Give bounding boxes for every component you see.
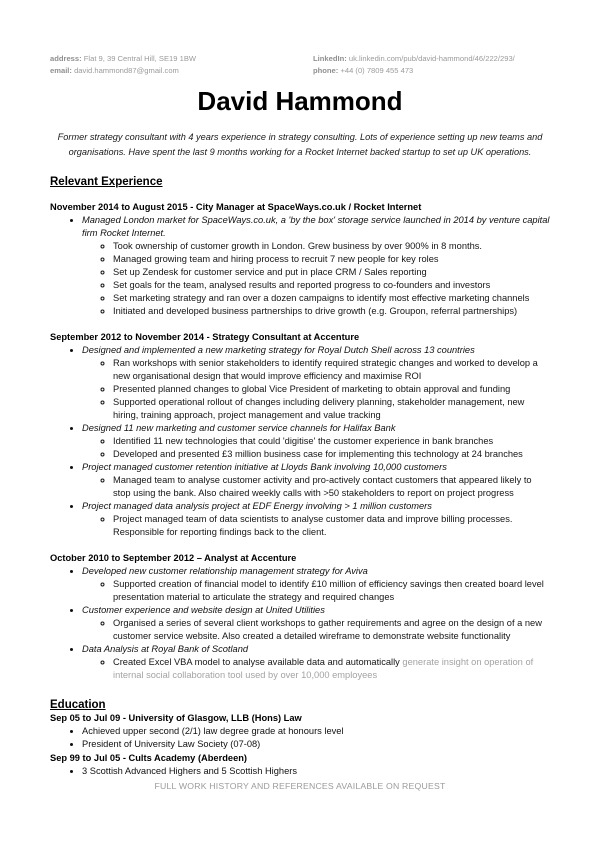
experience-item-text: Managed London market for SpaceWays.co.uk, a 'by the box' storage service launched in 2014 by venture capital firm Rocket Internet.	[82, 215, 550, 238]
education-cults-academy	[50, 752, 550, 778]
address-value: Flat 9, 39 Central Hill, SE19 1BW	[83, 54, 197, 63]
contact-email-line	[50, 65, 313, 77]
experience-subitem: ◦ Presented planned changes to global Vice President of marketing to obtain approval and funding	[113, 383, 550, 396]
contact-phone-line	[313, 65, 550, 77]
phone-value: +44 (0) 7809 455 473	[340, 65, 414, 75]
education-heading: Sep 05 to Jul 09 - University of Glasgow, LLB (Hons) Law	[50, 713, 302, 723]
experience-subitem	[113, 656, 550, 682]
experience-item	[82, 565, 550, 604]
experience-subitem: ◦ Developed and presented £3 million business case for implementing this technology at 24 branches	[113, 448, 550, 461]
footer-note: FULL WORK HISTORY AND REFERENCES AVAILABLE ON REQUEST	[154, 781, 446, 791]
experience-subitem: ◦ Project managed team of data scientists to analyse customer data and improve billing processes. Responsible for reporting findings back to the client.	[113, 513, 550, 539]
job-accenture-analyst	[50, 552, 550, 682]
contact-right-block	[313, 53, 550, 76]
experience-subitem: ◦ Took ownership of customer growth in London. Grew business by over 900% in 8 months.	[113, 240, 550, 253]
experience-subitem: ◦ Organised a series of several client workshops to gather requirements and agree on the design of a new customer service website. Also created a detailed wireframe to demonstrate website functionality	[113, 617, 550, 643]
linkedin-value: uk.linkedin.com/pub/david-hammond/46/222/293/	[348, 54, 515, 63]
phone-label: phone:	[313, 65, 339, 75]
page-title: David Hammond	[197, 86, 403, 116]
experience-item-text: Designed and implemented a new marketing strategy for Royal Dutch Shell across 13 countries	[82, 345, 475, 355]
job-sub-bullet-list	[82, 240, 550, 318]
job-heading: October 2010 to September 2012 – Analyst at Accenture	[50, 553, 297, 563]
experience-item-text: Customer experience and website design at United Utilities	[82, 605, 325, 615]
experience-subitem: ◦ Set up Zendesk for customer service and put in place CRM / Sales reporting	[113, 266, 550, 279]
section-title-education: Education	[50, 699, 106, 711]
job-sub-bullet-list	[82, 474, 550, 500]
profile-summary: Former strategy consultant with 4 years experience in strategy consulting. Lots of experience setting up new teams and organisations. Have spent the last 9 months working for a Rocket Internet backed startup to set up UK operations.	[57, 132, 543, 157]
job-bullet-list	[50, 565, 550, 682]
education-bullet-list	[50, 765, 550, 778]
job-spaceways	[50, 201, 550, 318]
job-accenture-consultant	[50, 331, 550, 539]
experience-subitem-text: Created Excel VBA model to analyse available data and automatically	[113, 657, 403, 667]
contact-linkedin-line	[313, 53, 550, 65]
experience-item	[82, 500, 550, 539]
job-sub-bullet-list	[82, 435, 550, 461]
experience-subitem-gray-text: generate insight on operation of internal social collaboration tool used by over 10,000 employees	[113, 657, 534, 680]
contact-left-block	[50, 53, 313, 76]
experience-subitem: ◦ Supported operational rollout of changes including delivery planning, stakeholder management, new hiring, training approach, project management and value tracking	[113, 396, 550, 422]
experience-item-text: Project managed customer retention initiative at Lloyds Bank involving 10,000 customers	[82, 462, 447, 472]
experience-subitem: ◦ Set goals for the team, analysed results and reported progress to co-founders and investors	[113, 279, 550, 292]
education-glasgow	[50, 712, 550, 751]
education-item: • Achieved upper second (2/1) law degree grade at honours level	[82, 725, 550, 738]
experience-subitem: ◦ Initiated and developed business partnerships to drive growth (e.g. Groupon, referral partnerships)	[113, 305, 550, 318]
education-heading: Sep 99 to Jul 05 - Cults Academy (Aberdeen)	[50, 753, 248, 763]
experience-subitem: ◦ Ran workshops with senior stakeholders to identify required strategic changes and worked to develop a new organisational design that would improve efficiency and maximise ROI	[113, 357, 550, 383]
job-sub-bullet-list	[82, 617, 550, 643]
experience-item	[82, 344, 550, 422]
experience-subitem: ◦ Managed growing team and hiring process to recruit 7 new people for key roles	[113, 253, 550, 266]
experience-item-text: Designed 11 new marketing and customer service channels for Halifax Bank	[82, 423, 396, 433]
address-label: address:	[50, 54, 82, 63]
experience-item-text: Project managed data analysis project at EDF Energy involving > 1 million customers	[82, 501, 432, 511]
job-bullet-list	[50, 214, 550, 318]
contact-header	[50, 53, 550, 76]
job-sub-bullet-list	[82, 656, 550, 682]
job-bullet-list	[50, 344, 550, 539]
contact-address-line	[50, 53, 313, 65]
job-sub-bullet-list	[82, 578, 550, 604]
education-bullet-list	[50, 725, 550, 751]
experience-item-text: Developed new customer relationship management strategy for Aviva	[82, 566, 368, 576]
job-heading: November 2014 to August 2015 - City Manager at SpaceWays.co.uk / Rocket Internet	[50, 202, 422, 212]
experience-item	[82, 604, 550, 643]
job-sub-bullet-list	[82, 357, 550, 422]
experience-item-text: Data Analysis at Royal Bank of Scotland	[82, 644, 249, 654]
education-item: • President of University Law Society (07-08)	[82, 738, 550, 751]
experience-item	[82, 643, 550, 682]
experience-subitem: ◦ Identified 11 new technologies that could 'digitise' the customer experience in bank branches	[113, 435, 550, 448]
experience-item	[82, 461, 550, 500]
experience-subitem: ◦ Supported creation of financial model to identify £10 million of efficiency savings then created board level presentation material to articulate the strategy and required changes	[113, 578, 550, 604]
section-title-experience: Relevant Experience	[50, 176, 163, 188]
experience-subitem: ◦ Set marketing strategy and ran over a dozen campaigns to identify most effective marketing channels	[113, 292, 550, 305]
linkedin-label: LinkedIn:	[313, 54, 347, 63]
experience-item	[82, 214, 550, 318]
experience-item	[82, 422, 550, 461]
job-heading: September 2012 to November 2014 - Strategy Consultant at Accenture	[50, 332, 360, 342]
email-label: email:	[50, 65, 72, 75]
experience-subitem: ◦ Managed team to analyse customer activity and pro-actively contact customers that appeared likely to stop using the bank. Also chaired weekly calls with >50 stakeholders to report on project progress	[113, 474, 550, 500]
education-item: • 3 Scottish Advanced Highers and 5 Scottish Highers	[82, 765, 550, 778]
job-sub-bullet-list	[82, 513, 550, 539]
email-value: david.hammond87@gmail.com	[74, 65, 179, 75]
